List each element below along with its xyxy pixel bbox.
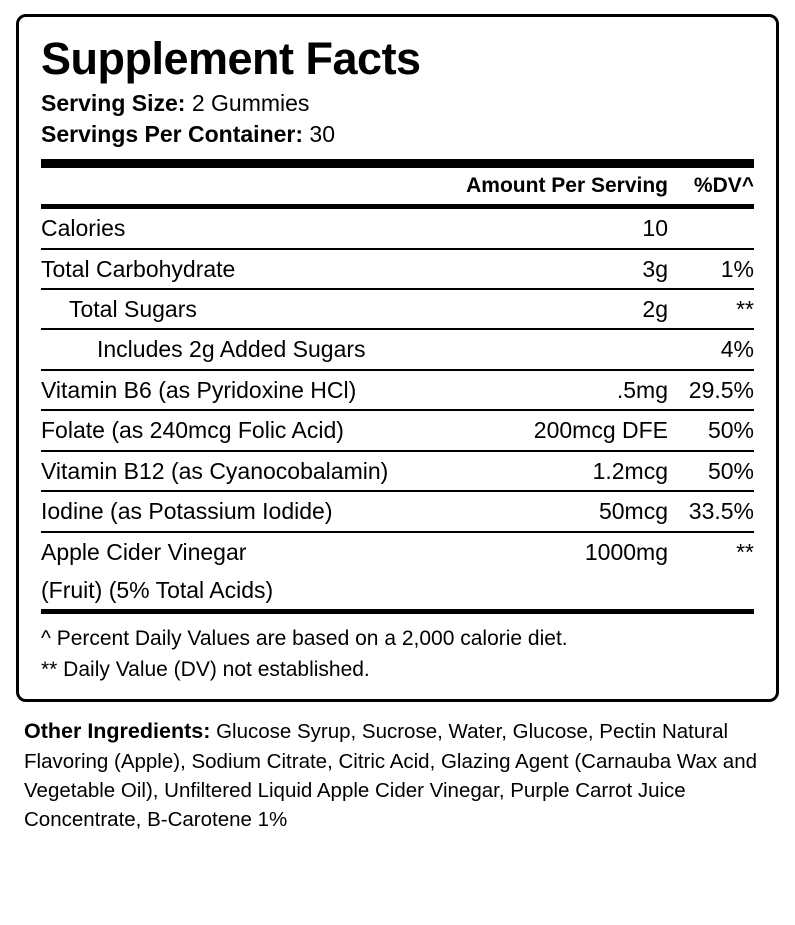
nutrition-table (41, 168, 754, 204)
table-row (41, 411, 754, 449)
header-amount-per-serving: Amount Per Serving (466, 173, 668, 197)
row-amount: 3g (642, 255, 668, 282)
row-dv (668, 209, 754, 247)
row-name: Vitamin B12 (as Cyanocobalamin) (41, 457, 389, 484)
table-row (41, 533, 754, 571)
serving-size-value: 2 Gummies (191, 90, 310, 117)
other-ingredients (16, 702, 779, 834)
header-daily-value: %DV^ (693, 173, 754, 197)
servings-per-container-label: Servings Per Container: (41, 120, 304, 147)
supplement-facts-panel (16, 14, 779, 702)
row-dv: 50% (707, 457, 754, 484)
table-row (41, 209, 754, 247)
row-amount: 1.2mcg (592, 457, 668, 484)
footnotes (41, 614, 754, 685)
row-amount: 1000mg (584, 538, 668, 565)
serving-size-line (41, 88, 754, 118)
row-amount (493, 571, 668, 609)
row-dv: 29.5% (688, 376, 754, 403)
row-name: Folate (as 240mcg Folic Acid) (41, 417, 344, 444)
row-name: Includes 2g Added Sugars (97, 336, 366, 363)
table-header-row (41, 168, 754, 204)
footnote-dv-not-established: ** Daily Value (DV) not established. (41, 657, 370, 681)
other-ingredients-label: Other Ingredients: (24, 719, 211, 744)
row-name: Apple Cider Vinegar (41, 538, 247, 565)
row-dv: ** (736, 295, 754, 322)
row-dv: 50% (707, 417, 754, 444)
row-name: Iodine (as Potassium Iodide) (41, 498, 333, 525)
panel-title: Supplement Facts (41, 33, 421, 84)
row-amount: 2g (642, 295, 668, 322)
row-name: Calories (41, 215, 126, 242)
table-row-continued (41, 571, 754, 609)
row-dv: 4% (720, 336, 754, 363)
table-row (41, 330, 754, 368)
table-row (41, 371, 754, 409)
nutrition-rows-table (41, 209, 754, 609)
row-name: Total Sugars (69, 295, 197, 322)
row-dv (668, 571, 754, 609)
table-row (41, 250, 754, 288)
servings-per-container-line (41, 119, 754, 149)
row-dv: 33.5% (688, 498, 754, 525)
divider-thick-top (41, 159, 754, 168)
footnote-percent-daily-value: ^ Percent Daily Values are based on a 2,000 calorie diet. (41, 627, 568, 651)
servings-per-container-value: 30 (309, 120, 336, 147)
serving-size-label: Serving Size: (41, 90, 186, 117)
row-name: Total Carbohydrate (41, 255, 236, 282)
other-ingredients-text: Glucose Syrup, Sucrose, Water, Glucose, Pectin Natural Flavoring (Apple), Sodium Citrate, Citric Acid, Glazing Agent (Carnauba Wax and Vegetable Oil), Unfiltered Liquid Apple Cider Vinegar, Purple Carrot Juice Concentrate, B-Carotene 1% (24, 720, 758, 832)
table-row (41, 492, 754, 530)
row-amount: 200mcg DFE (533, 417, 668, 444)
row-amount: 10 (642, 215, 668, 242)
row-amount: 50mcg (598, 498, 668, 525)
row-amount (493, 330, 668, 368)
row-name: Vitamin B6 (as Pyridoxine HCl) (41, 376, 357, 403)
row-dv: 1% (720, 255, 754, 282)
row-dv: ** (736, 538, 754, 565)
table-row (41, 290, 754, 328)
row-name: (Fruit) (5% Total Acids) (41, 577, 274, 604)
row-amount: .5mg (616, 376, 668, 403)
table-row (41, 452, 754, 490)
